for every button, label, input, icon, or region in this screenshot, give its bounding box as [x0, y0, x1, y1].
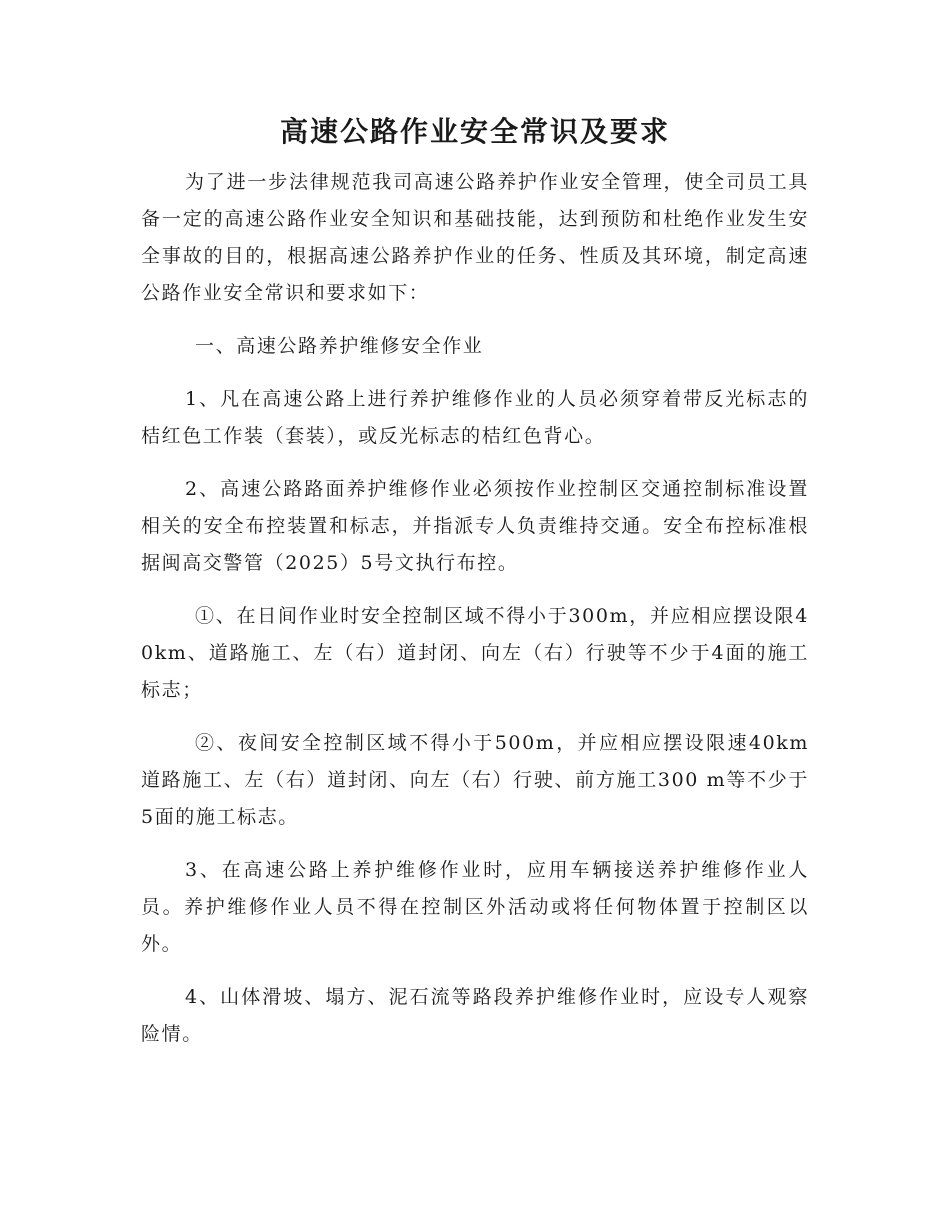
document-title: 高速公路作业安全常识及要求 [279, 115, 670, 148]
document-body [141, 164, 809, 1053]
item-4-paragraph: 4、山体滑坡、塌方、泥石流等路段养护维修作业时，应设专人观察险情。 [141, 986, 809, 1045]
item-2-sub-1-paragraph: ①、在日间作业时安全控制区域不得小于300m，并应相应摆设限40km、道路施工、左（右）道封闭、向左（右）行驶等不少于4面的施工标志； [141, 605, 809, 701]
item-2-paragraph: 2、高速公路路面养护维修作业必须按作业控制区交通控制标准设置相关的安全布控装置和标志，并指派专人负责维持交通。安全布控标准根据闽高交警管（2025）5号文执行布控。 [141, 478, 809, 574]
item-1-paragraph: 1、凡在高速公路上进行养护维修作业的人员必须穿着带反光标志的桔红色工作装（套装），或反光标志的桔红色背心。 [141, 388, 809, 447]
section-heading: 一、高速公路养护维修安全作业 [195, 335, 484, 357]
intro-paragraph: 为了进一步法律规范我司高速公路养护作业安全管理，使全司员工具备一定的高速公路作业安全知识和基础技能，达到预防和杜绝作业发生安全事故的目的，根据高速公路养护作业的任务、性质及其环境，制定高速公路作业安全常识和要求如下： [141, 171, 809, 304]
item-3-paragraph: 3、在高速公路上养护维修作业时，应用车辆接送养护维修作业人员。养护维修作业人员不得在控制区外活动或将任何物体置于控制区以外。 [141, 859, 809, 955]
item-2-sub-2-paragraph: ②、夜间安全控制区域不得小于500m，并应相应摆设限速40km道路施工、左（右）道封闭、向左（右）行驶、前方施工300 m等不少于5面的施工标志。 [141, 732, 809, 828]
